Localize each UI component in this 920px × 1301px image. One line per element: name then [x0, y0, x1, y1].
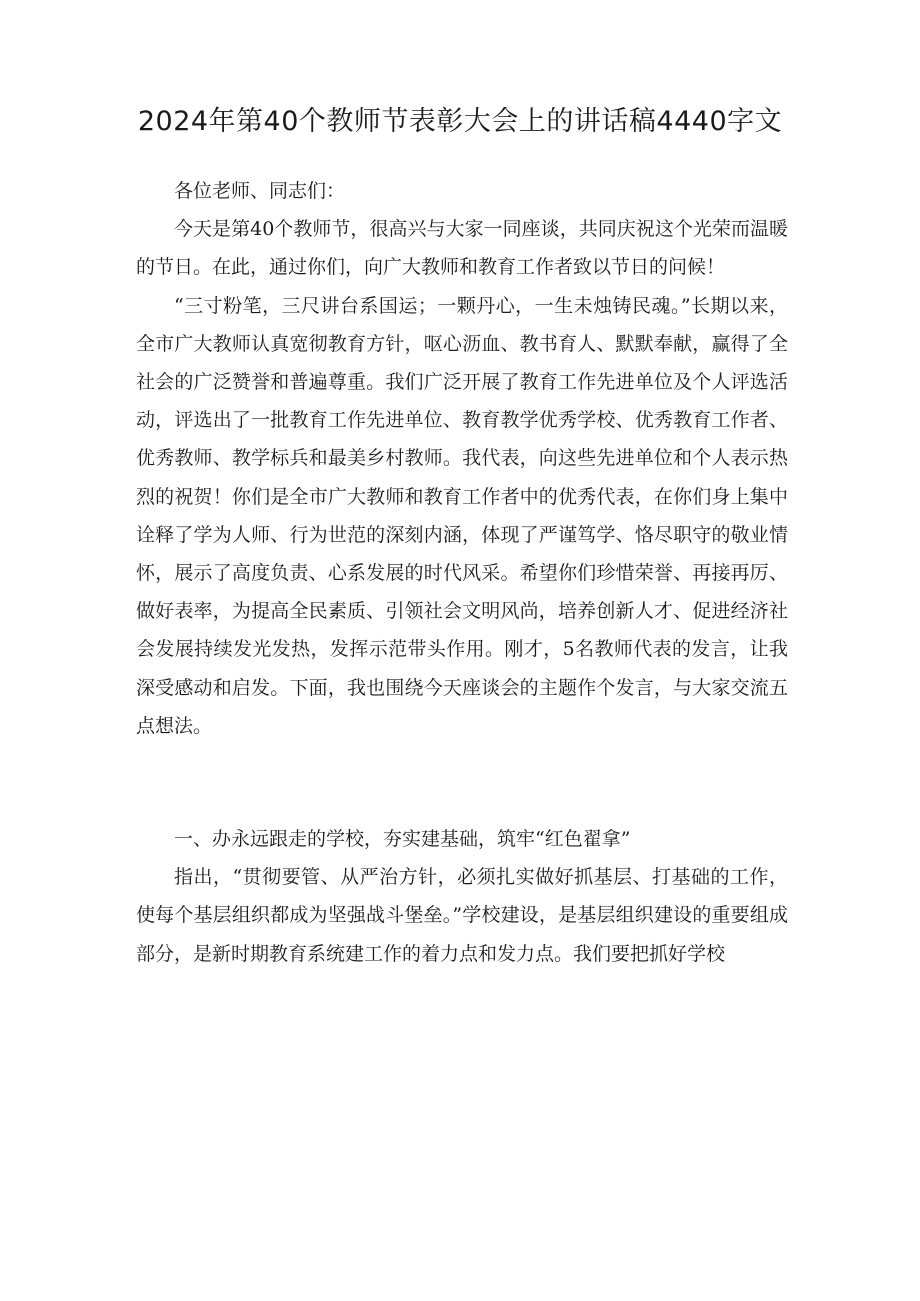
section-gap: [136, 745, 788, 820]
section-paragraph-1: 指出，“贯彻要管、从严治方针，必须扎实做好抓基层、打基础的工作，使每个基层组织都成为坚强战斗堡垒。”学校建设，是基层组织建设的重要组成部分，是新时期教育系统建工作的着力点和发力点。我们要把抓好学校: [136, 866, 788, 965]
paragraph-1: 今天是第40个教师节，很高兴与大家一同座谈，共同庆祝这个光荣而温暖的节日。在此，通过你们，向广大教师和教育工作者致以节日的问候！: [136, 218, 788, 279]
salutation: 各位老师、同志们：: [174, 180, 346, 202]
document-title: 2024年第40个教师节表彰大会上的讲话稿4440字文: [137, 106, 783, 137]
document-body: [136, 172, 788, 973]
section-heading: 一、办永远跟走的学校，夯实建基础，筑牢“红色翟拿”: [174, 828, 631, 851]
paragraph-2: “三寸粉笔，三尺讲台系国运；一颗丹心，一生未烛铸民魂。”长期以来，全市广大教师认真宽彻教育方针，呕心沥血、教书育人、默默奉献，赢得了全社会的广泛赞誉和普遍尊重。我们广泛开展了教育工作先进单位及个人评选活动，评选出了一批教育工作先进单位、教育教学优秀学校、优秀教育工作者、优秀教师、教学标兵和最美乡村教师。我代表，向这些先进单位和个人表示热烈的祝贺！你们是全市广大教师和教育工作者中的优秀代表，在你们身上集中诠释了学为人师、行为世范的深刻内涵，体现了严谨笃学、恪尽职守的敬业情怀，展示了高度负责、心系发展的时代风采。希望你们珍惜荣誉、再接再厉、做好表率，为提高全民素质、引领社会文明风尚，培养创新人才、促进经济社会发展持续发光发热，发挥示范带头作用。刚才，5名教师代表的发言，让我深受感动和启发。下面，我也围绕今天座谈会的主题作个发言，与大家交流五点想法。: [136, 294, 788, 737]
